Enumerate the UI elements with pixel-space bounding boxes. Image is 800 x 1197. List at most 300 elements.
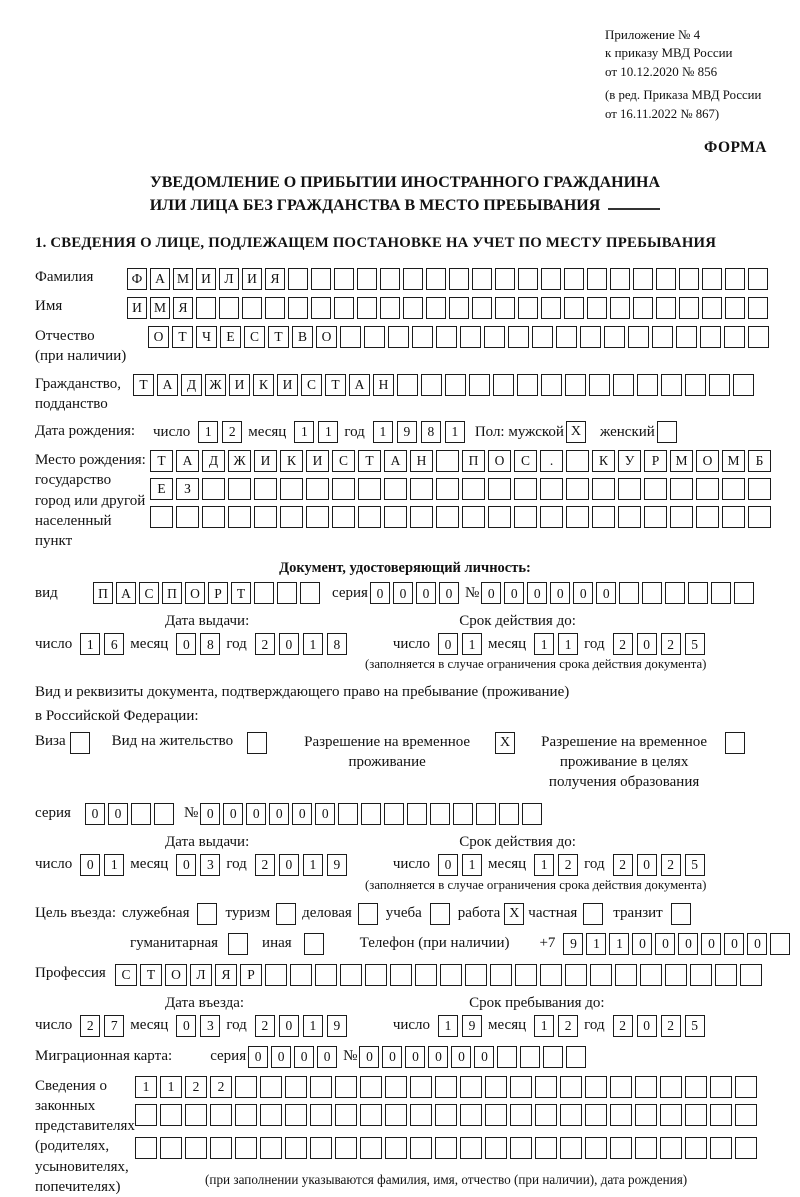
- char-box[interactable]: [642, 582, 662, 604]
- char-box[interactable]: 0: [317, 1046, 337, 1068]
- char-box[interactable]: [724, 326, 745, 348]
- char-box[interactable]: [565, 374, 586, 396]
- char-box[interactable]: 3: [200, 1015, 220, 1037]
- char-box[interactable]: [514, 478, 537, 500]
- char-box[interactable]: [566, 450, 589, 472]
- char-box[interactable]: И: [127, 297, 147, 319]
- char-box[interactable]: 0: [481, 582, 501, 604]
- char-box[interactable]: И: [254, 450, 277, 472]
- char-box[interactable]: [202, 506, 225, 528]
- char-box[interactable]: [604, 326, 625, 348]
- char-box[interactable]: Л: [190, 964, 212, 986]
- char-box[interactable]: 0: [573, 582, 593, 604]
- char-box[interactable]: [585, 1076, 607, 1098]
- char-box[interactable]: [460, 326, 481, 348]
- char-box[interactable]: [135, 1104, 157, 1126]
- char-box[interactable]: [560, 1137, 582, 1159]
- char-box[interactable]: 1: [462, 854, 482, 876]
- char-box[interactable]: 8: [200, 633, 220, 655]
- purpose-work-checkbox[interactable]: X: [504, 903, 524, 925]
- char-box[interactable]: 0: [315, 803, 335, 825]
- char-box[interactable]: [535, 1076, 557, 1098]
- char-box[interactable]: [410, 1104, 432, 1126]
- char-box[interactable]: 6: [104, 633, 124, 655]
- char-box[interactable]: [585, 1137, 607, 1159]
- char-box[interactable]: [560, 1076, 582, 1098]
- char-box[interactable]: Т: [172, 326, 193, 348]
- char-box[interactable]: [415, 964, 437, 986]
- char-box[interactable]: 9: [563, 933, 583, 955]
- char-box[interactable]: 2: [210, 1076, 232, 1098]
- char-box[interactable]: В: [292, 326, 313, 348]
- char-box[interactable]: [520, 1046, 540, 1068]
- char-box[interactable]: [334, 297, 354, 319]
- char-box[interactable]: [580, 326, 601, 348]
- char-box[interactable]: [488, 478, 511, 500]
- char-box[interactable]: М: [722, 450, 745, 472]
- char-box[interactable]: [154, 803, 174, 825]
- sex-female-checkbox[interactable]: [657, 421, 677, 443]
- purpose-other-checkbox[interactable]: [304, 933, 324, 955]
- char-box[interactable]: Н: [410, 450, 433, 472]
- char-box[interactable]: 1: [586, 933, 606, 955]
- char-box[interactable]: О: [488, 450, 511, 472]
- char-box[interactable]: [340, 964, 362, 986]
- char-box[interactable]: Д: [202, 450, 225, 472]
- char-box[interactable]: К: [592, 450, 615, 472]
- char-box[interactable]: 0: [439, 582, 459, 604]
- char-box[interactable]: [508, 326, 529, 348]
- char-box[interactable]: А: [116, 582, 136, 604]
- char-box[interactable]: [610, 297, 630, 319]
- char-box[interactable]: [535, 1104, 557, 1126]
- char-box[interactable]: 0: [428, 1046, 448, 1068]
- char-box[interactable]: 0: [80, 854, 100, 876]
- char-box[interactable]: [280, 478, 303, 500]
- char-box[interactable]: [618, 478, 641, 500]
- char-box[interactable]: [288, 297, 308, 319]
- char-box[interactable]: [485, 1076, 507, 1098]
- char-box[interactable]: 1: [609, 933, 629, 955]
- char-box[interactable]: [426, 297, 446, 319]
- char-box[interactable]: [495, 297, 515, 319]
- char-box[interactable]: [412, 326, 433, 348]
- char-box[interactable]: П: [162, 582, 182, 604]
- char-box[interactable]: 0: [632, 933, 652, 955]
- char-box[interactable]: 2: [558, 1015, 578, 1037]
- char-box[interactable]: Т: [133, 374, 154, 396]
- char-box[interactable]: [644, 506, 667, 528]
- char-box[interactable]: [335, 1104, 357, 1126]
- char-box[interactable]: 0: [416, 582, 436, 604]
- char-box[interactable]: 0: [176, 633, 196, 655]
- char-box[interactable]: 0: [637, 633, 657, 655]
- char-box[interactable]: [357, 268, 377, 290]
- char-box[interactable]: 2: [661, 1015, 681, 1037]
- char-box[interactable]: [644, 478, 667, 500]
- char-box[interactable]: [210, 1104, 232, 1126]
- char-box[interactable]: 0: [527, 582, 547, 604]
- char-box[interactable]: 0: [223, 803, 243, 825]
- char-box[interactable]: И: [242, 268, 262, 290]
- char-box[interactable]: [518, 297, 538, 319]
- char-box[interactable]: [564, 297, 584, 319]
- char-box[interactable]: [517, 374, 538, 396]
- char-box[interactable]: [710, 1104, 732, 1126]
- char-box[interactable]: 0: [359, 1046, 379, 1068]
- char-box[interactable]: 0: [279, 1015, 299, 1037]
- char-box[interactable]: [587, 268, 607, 290]
- char-box[interactable]: 1: [558, 633, 578, 655]
- purpose-private-checkbox[interactable]: [583, 903, 603, 925]
- char-box[interactable]: 3: [200, 854, 220, 876]
- char-box[interactable]: Ж: [205, 374, 226, 396]
- char-box[interactable]: С: [244, 326, 265, 348]
- char-box[interactable]: 2: [558, 854, 578, 876]
- temp-residence-edu-checkbox[interactable]: [725, 732, 745, 754]
- char-box[interactable]: [440, 964, 462, 986]
- char-box[interactable]: Т: [358, 450, 381, 472]
- char-box[interactable]: [633, 268, 653, 290]
- char-box[interactable]: [715, 964, 737, 986]
- char-box[interactable]: 1: [198, 421, 218, 443]
- char-box[interactable]: [696, 478, 719, 500]
- char-box[interactable]: [185, 1104, 207, 1126]
- char-box[interactable]: 0: [248, 1046, 268, 1068]
- char-box[interactable]: [660, 1104, 682, 1126]
- char-box[interactable]: [665, 964, 687, 986]
- char-box[interactable]: [670, 478, 693, 500]
- char-box[interactable]: С: [514, 450, 537, 472]
- char-box[interactable]: Ж: [228, 450, 251, 472]
- char-box[interactable]: [410, 478, 433, 500]
- char-box[interactable]: 0: [200, 803, 220, 825]
- char-box[interactable]: [196, 297, 216, 319]
- char-box[interactable]: [685, 374, 706, 396]
- char-box[interactable]: А: [349, 374, 370, 396]
- char-box[interactable]: 0: [550, 582, 570, 604]
- char-box[interactable]: [628, 326, 649, 348]
- char-box[interactable]: 2: [613, 854, 633, 876]
- char-box[interactable]: [421, 374, 442, 396]
- char-box[interactable]: 0: [596, 582, 616, 604]
- char-box[interactable]: [290, 964, 312, 986]
- char-box[interactable]: 0: [176, 1015, 196, 1037]
- char-box[interactable]: 0: [292, 803, 312, 825]
- char-box[interactable]: 2: [613, 633, 633, 655]
- char-box[interactable]: [185, 1137, 207, 1159]
- char-box[interactable]: 0: [294, 1046, 314, 1068]
- char-box[interactable]: 1: [303, 1015, 323, 1037]
- char-box[interactable]: [690, 964, 712, 986]
- char-box[interactable]: [403, 268, 423, 290]
- char-box[interactable]: [566, 1046, 586, 1068]
- char-box[interactable]: [535, 1137, 557, 1159]
- char-box[interactable]: [661, 374, 682, 396]
- char-box[interactable]: 2: [185, 1076, 207, 1098]
- char-box[interactable]: И: [306, 450, 329, 472]
- char-box[interactable]: [696, 506, 719, 528]
- char-box[interactable]: [748, 297, 768, 319]
- char-box[interactable]: [228, 506, 251, 528]
- purpose-business-checkbox[interactable]: [358, 903, 378, 925]
- char-box[interactable]: М: [173, 268, 193, 290]
- char-box[interactable]: [589, 374, 610, 396]
- char-box[interactable]: [435, 1104, 457, 1126]
- char-box[interactable]: О: [696, 450, 719, 472]
- char-box[interactable]: [640, 964, 662, 986]
- char-box[interactable]: Я: [173, 297, 193, 319]
- char-box[interactable]: 1: [534, 854, 554, 876]
- char-box[interactable]: М: [670, 450, 693, 472]
- char-box[interactable]: 1: [445, 421, 465, 443]
- char-box[interactable]: [335, 1076, 357, 1098]
- char-box[interactable]: [430, 803, 450, 825]
- char-box[interactable]: [685, 1137, 707, 1159]
- char-box[interactable]: [310, 1137, 332, 1159]
- char-box[interactable]: [469, 374, 490, 396]
- char-box[interactable]: [265, 964, 287, 986]
- char-box[interactable]: [540, 964, 562, 986]
- char-box[interactable]: [566, 506, 589, 528]
- char-box[interactable]: Я: [265, 268, 285, 290]
- char-box[interactable]: [335, 1137, 357, 1159]
- char-box[interactable]: 2: [80, 1015, 100, 1037]
- char-box[interactable]: [702, 268, 722, 290]
- char-box[interactable]: 0: [747, 933, 767, 955]
- char-box[interactable]: С: [139, 582, 159, 604]
- char-box[interactable]: [453, 803, 473, 825]
- char-box[interactable]: [390, 964, 412, 986]
- char-box[interactable]: 5: [685, 854, 705, 876]
- char-box[interactable]: 1: [294, 421, 314, 443]
- char-box[interactable]: [734, 582, 754, 604]
- char-box[interactable]: 1: [534, 633, 554, 655]
- char-box[interactable]: [518, 268, 538, 290]
- char-box[interactable]: [722, 506, 745, 528]
- char-box[interactable]: 1: [104, 854, 124, 876]
- char-box[interactable]: И: [229, 374, 250, 396]
- char-box[interactable]: 0: [701, 933, 721, 955]
- char-box[interactable]: Р: [644, 450, 667, 472]
- char-box[interactable]: [310, 1076, 332, 1098]
- char-box[interactable]: [436, 506, 459, 528]
- char-box[interactable]: [360, 1137, 382, 1159]
- char-box[interactable]: [385, 1076, 407, 1098]
- char-box[interactable]: [510, 1104, 532, 1126]
- char-box[interactable]: [407, 803, 427, 825]
- char-box[interactable]: [235, 1076, 257, 1098]
- char-box[interactable]: [254, 478, 277, 500]
- char-box[interactable]: 0: [393, 582, 413, 604]
- char-box[interactable]: [748, 478, 771, 500]
- char-box[interactable]: [338, 803, 358, 825]
- char-box[interactable]: 1: [160, 1076, 182, 1098]
- char-box[interactable]: [488, 506, 511, 528]
- char-box[interactable]: [770, 933, 790, 955]
- char-box[interactable]: [613, 374, 634, 396]
- char-box[interactable]: [566, 478, 589, 500]
- char-box[interactable]: Т: [325, 374, 346, 396]
- sex-male-checkbox[interactable]: X: [566, 421, 586, 443]
- char-box[interactable]: [260, 1104, 282, 1126]
- char-box[interactable]: [610, 1137, 632, 1159]
- char-box[interactable]: [725, 297, 745, 319]
- char-box[interactable]: [435, 1137, 457, 1159]
- char-box[interactable]: [522, 803, 542, 825]
- purpose-transit-checkbox[interactable]: [671, 903, 691, 925]
- char-box[interactable]: [410, 1137, 432, 1159]
- char-box[interactable]: 0: [637, 854, 657, 876]
- char-box[interactable]: А: [176, 450, 199, 472]
- char-box[interactable]: [285, 1076, 307, 1098]
- char-box[interactable]: 2: [255, 633, 275, 655]
- char-box[interactable]: С: [115, 964, 137, 986]
- char-box[interactable]: Т: [231, 582, 251, 604]
- char-box[interactable]: [590, 964, 612, 986]
- char-box[interactable]: Б: [748, 450, 771, 472]
- char-box[interactable]: 1: [438, 1015, 458, 1037]
- char-box[interactable]: [332, 478, 355, 500]
- char-box[interactable]: Н: [373, 374, 394, 396]
- char-box[interactable]: 0: [724, 933, 744, 955]
- char-box[interactable]: 0: [85, 803, 105, 825]
- char-box[interactable]: 1: [534, 1015, 554, 1037]
- char-box[interactable]: [710, 1137, 732, 1159]
- char-box[interactable]: [160, 1104, 182, 1126]
- char-box[interactable]: [176, 506, 199, 528]
- char-box[interactable]: О: [185, 582, 205, 604]
- char-box[interactable]: [676, 326, 697, 348]
- char-box[interactable]: [652, 326, 673, 348]
- char-box[interactable]: А: [157, 374, 178, 396]
- purpose-study-checkbox[interactable]: [430, 903, 450, 925]
- char-box[interactable]: 1: [373, 421, 393, 443]
- char-box[interactable]: [460, 1076, 482, 1098]
- char-box[interactable]: [540, 506, 563, 528]
- char-box[interactable]: [709, 374, 730, 396]
- char-box[interactable]: [332, 506, 355, 528]
- char-box[interactable]: [210, 1137, 232, 1159]
- char-box[interactable]: [472, 268, 492, 290]
- char-box[interactable]: [357, 297, 377, 319]
- char-box[interactable]: 2: [255, 1015, 275, 1037]
- char-box[interactable]: 1: [318, 421, 338, 443]
- char-box[interactable]: 0: [637, 1015, 657, 1037]
- char-box[interactable]: 8: [421, 421, 441, 443]
- char-box[interactable]: [540, 478, 563, 500]
- purpose-tourism-checkbox[interactable]: [276, 903, 296, 925]
- char-box[interactable]: 0: [438, 854, 458, 876]
- char-box[interactable]: Т: [150, 450, 173, 472]
- char-box[interactable]: [385, 1137, 407, 1159]
- char-box[interactable]: Р: [208, 582, 228, 604]
- char-box[interactable]: [497, 1046, 517, 1068]
- char-box[interactable]: [265, 297, 285, 319]
- residence-permit-checkbox[interactable]: [247, 732, 267, 754]
- char-box[interactable]: С: [332, 450, 355, 472]
- char-box[interactable]: Ч: [196, 326, 217, 348]
- char-box[interactable]: [285, 1104, 307, 1126]
- char-box[interactable]: [340, 326, 361, 348]
- char-box[interactable]: [748, 268, 768, 290]
- char-box[interactable]: [219, 297, 239, 319]
- char-box[interactable]: [635, 1137, 657, 1159]
- char-box[interactable]: Д: [181, 374, 202, 396]
- char-box[interactable]: 0: [108, 803, 128, 825]
- char-box[interactable]: Т: [140, 964, 162, 986]
- char-box[interactable]: [364, 326, 385, 348]
- char-box[interactable]: [254, 506, 277, 528]
- char-box[interactable]: [384, 803, 404, 825]
- char-box[interactable]: 9: [462, 1015, 482, 1037]
- char-box[interactable]: [592, 506, 615, 528]
- char-box[interactable]: [670, 506, 693, 528]
- char-box[interactable]: 0: [370, 582, 390, 604]
- char-box[interactable]: [560, 1104, 582, 1126]
- char-box[interactable]: [254, 582, 274, 604]
- char-box[interactable]: [460, 1137, 482, 1159]
- char-box[interactable]: 0: [382, 1046, 402, 1068]
- char-box[interactable]: [403, 297, 423, 319]
- char-box[interactable]: 9: [397, 421, 417, 443]
- char-box[interactable]: 0: [678, 933, 698, 955]
- char-box[interactable]: [380, 268, 400, 290]
- char-box[interactable]: [490, 964, 512, 986]
- char-box[interactable]: [585, 1104, 607, 1126]
- char-box[interactable]: 5: [685, 1015, 705, 1037]
- visa-checkbox[interactable]: [70, 732, 90, 754]
- char-box[interactable]: [280, 506, 303, 528]
- char-box[interactable]: [735, 1076, 757, 1098]
- char-box[interactable]: О: [316, 326, 337, 348]
- char-box[interactable]: [315, 964, 337, 986]
- char-box[interactable]: [679, 297, 699, 319]
- char-box[interactable]: П: [462, 450, 485, 472]
- char-box[interactable]: 7: [104, 1015, 124, 1037]
- purpose-humanitarian-checkbox[interactable]: [228, 933, 248, 955]
- char-box[interactable]: [740, 964, 762, 986]
- char-box[interactable]: [300, 582, 320, 604]
- char-box[interactable]: А: [384, 450, 407, 472]
- char-box[interactable]: [410, 506, 433, 528]
- char-box[interactable]: 0: [279, 854, 299, 876]
- char-box[interactable]: .: [540, 450, 563, 472]
- char-box[interactable]: [495, 268, 515, 290]
- char-box[interactable]: 9: [327, 1015, 347, 1037]
- char-box[interactable]: 0: [176, 854, 196, 876]
- char-box[interactable]: [633, 297, 653, 319]
- char-box[interactable]: М: [150, 297, 170, 319]
- char-box[interactable]: [510, 1137, 532, 1159]
- char-box[interactable]: [484, 326, 505, 348]
- char-box[interactable]: 0: [405, 1046, 425, 1068]
- char-box[interactable]: [685, 1076, 707, 1098]
- char-box[interactable]: [242, 297, 262, 319]
- char-box[interactable]: [235, 1104, 257, 1126]
- char-box[interactable]: И: [277, 374, 298, 396]
- char-box[interactable]: [462, 478, 485, 500]
- char-box[interactable]: [285, 1137, 307, 1159]
- char-box[interactable]: [610, 1076, 632, 1098]
- char-box[interactable]: [476, 803, 496, 825]
- char-box[interactable]: [493, 374, 514, 396]
- char-box[interactable]: [485, 1137, 507, 1159]
- char-box[interactable]: З: [176, 478, 199, 500]
- char-box[interactable]: 0: [504, 582, 524, 604]
- char-box[interactable]: [436, 326, 457, 348]
- char-box[interactable]: [306, 506, 329, 528]
